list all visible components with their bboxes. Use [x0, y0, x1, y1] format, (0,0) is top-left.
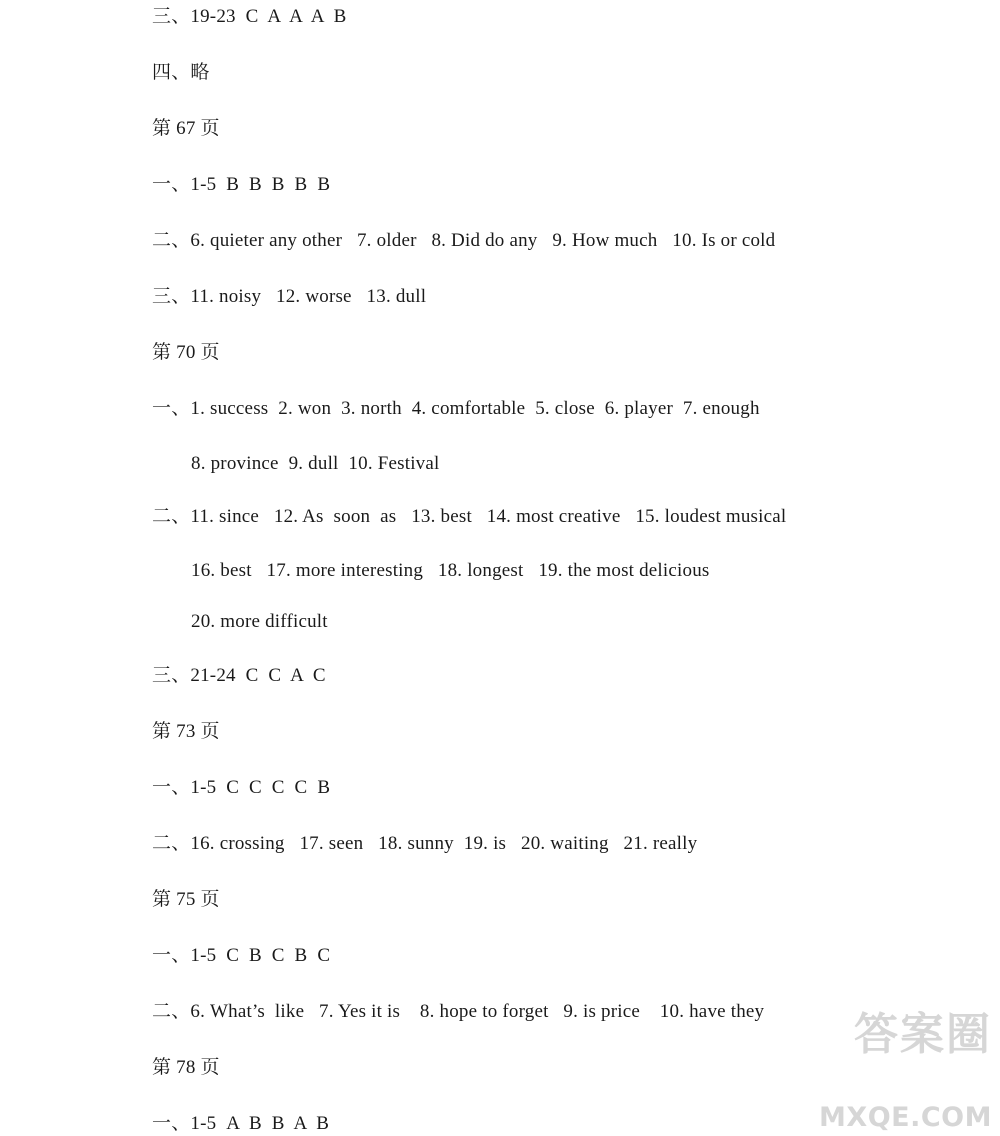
page-heading-73: 第 73 页: [152, 721, 220, 742]
answer-line-p75-section1: 一、1-5 C B C B C: [152, 945, 331, 966]
answer-line-p70-section2-cont2: 20. more difficult: [191, 611, 328, 632]
page-heading-75: 第 75 页: [152, 889, 220, 910]
answer-line-section4: 四、略: [152, 62, 210, 83]
answer-line-p67-section3: 三、11. noisy 12. worse 13. dull: [152, 286, 427, 307]
page-heading-67: 第 67 页: [152, 118, 220, 139]
answer-line-p70-section1: 一、1. success 2. won 3. north 4. comfortable 5. close 6. player 7. enough: [152, 398, 760, 419]
answer-line-p70-section1-cont: 8. province 9. dull 10. Festival: [191, 453, 440, 474]
answer-line-p70-section2-cont1: 16. best 17. more interesting 18. longest 19. the most delicious: [191, 560, 710, 581]
page-heading-78: 第 78 页: [152, 1057, 220, 1078]
answer-line-p67-section1: 一、1-5 B B B B B: [152, 174, 331, 195]
answer-line-p78-section1: 一、1-5 A B B A B: [152, 1113, 330, 1134]
answer-line-p70-section2: 二、11. since 12. As soon as 13. best 14. most creative 15. loudest musical: [152, 506, 787, 527]
site-watermark: [812, 998, 992, 1133]
page-heading-70: 第 70 页: [152, 342, 220, 363]
watermark-url: MXQE.COM: [819, 1102, 992, 1133]
answer-line-p75-section2: 二、6. What’s like 7. Yes it is 8. hope to forget 9. is price 10. have they: [152, 1001, 765, 1022]
answer-line-p70-section3: 三、21-24 C C A C: [152, 665, 326, 686]
answer-line-p67-section2: 二、6. quieter any other 7. older 8. Did do any 9. How much 10. Is or cold: [152, 230, 776, 251]
answer-line-p73-section2: 二、16. crossing 17. seen 18. sunny 19. is 20. waiting 21. really: [152, 833, 698, 854]
answer-line-p73-section1: 一、1-5 C C C C B: [152, 777, 331, 798]
watermark-logo-text: 答案圈: [854, 1009, 992, 1060]
answer-line-section3-19-23: 三、19-23 C A A A B: [152, 6, 347, 27]
